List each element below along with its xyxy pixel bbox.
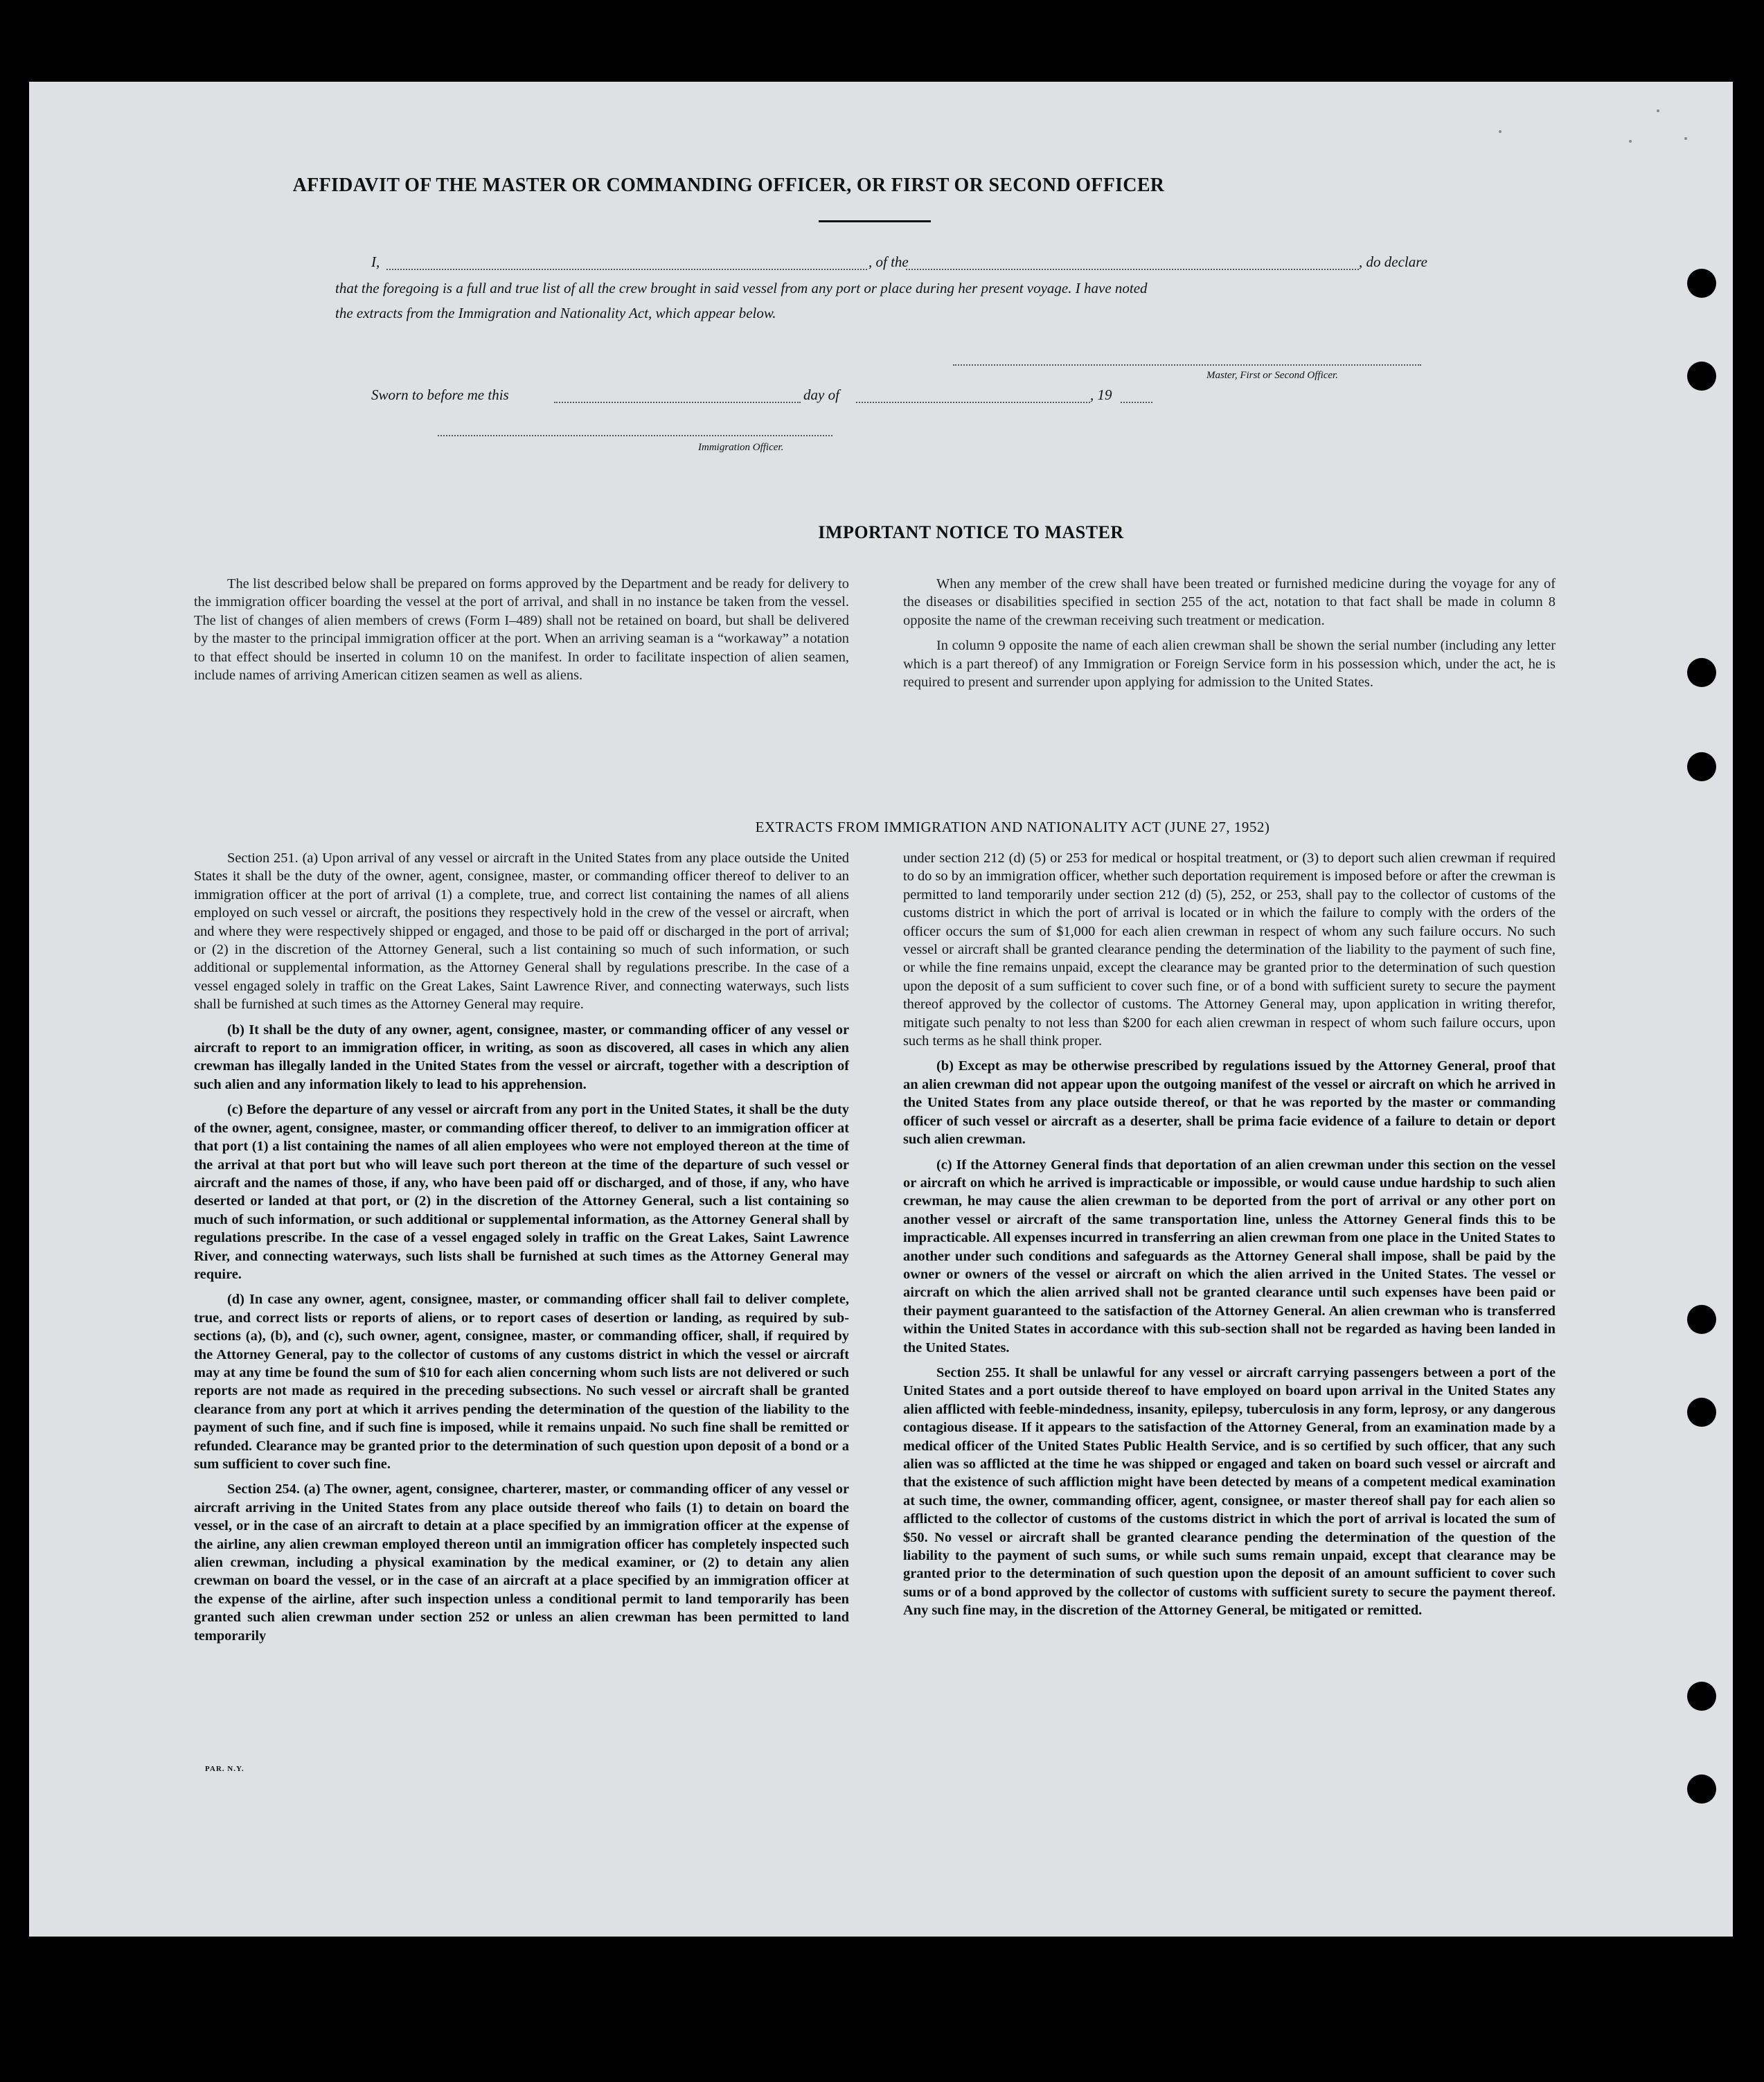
- extracts-right-column: [903, 849, 1556, 1620]
- affidavit-statement-line-1: that the foregoing is a full and true list of all the crew brought in said vessel from any port or place during her present voyage. I have noted: [335, 280, 1148, 296]
- affidavit-statement-line-2: the extracts from the Immigration and Nationality Act, which appear below.: [335, 305, 776, 321]
- section-255: Section 255. It shall be unlawful for any vessel or aircraft carrying passengers between a port of the United States and a port outside thereof to have employed on board upon arrival in the United States any alien afflicted with feeble-mindedness, insanity, epilepsy, tuberculosis in any form, leprosy, or any dangerous contagious disease. If it appears to the satisfaction of the Attorney General, from an examination made by a medical officer of the United States Public Health Service, and is so certified by such officer, that any such alien was so afflicted at the time he was shipped or engaged and taken on board such vessel or aircraft and that the existence of such affliction might have been detected by means of a competent medical examination at such time, the owner, commanding officer, agent, consignee, or master thereof shall pay for each alien so afflicted to the collector of customs of the customs district in which the port of arrival is located the sum of $50. No vessel or aircraft shall be granted clearance pending the determination of the question of the liability to the payment of such sums, or while such sums remain unpaid, except that clearance may be granted prior to the determination of such question upon the deposit of an amount sufficient to cover such sums or of a bond approved by the collector of customs with sufficient surety to secure the payment thereof. Any such fine may, in the discretion of the Attorney General, be mitigated or remitted.: [903, 1364, 1556, 1619]
- declarant-name-field[interactable]: [386, 269, 867, 270]
- day-of-label: day of: [803, 386, 839, 403]
- section-251-b: (b) It shall be the duty of any owner, agent, consignee, master, or commanding officer of any vessel or aircraft to report to an immigration officer, in writing, as soon as discovered, all cases in which any alien crewman has illegally landed in the United States from the vessel or aircraft, together with a description of such alien and any information likely to lead to his apprehension.: [194, 1022, 849, 1092]
- paper-speck: [1499, 130, 1502, 133]
- punch-hole: [1687, 658, 1716, 687]
- notice-title: IMPORTANT NOTICE TO MASTER: [818, 522, 1124, 542]
- document-page: [29, 82, 1733, 1937]
- notice-left-column: [194, 575, 849, 684]
- section-251-d: (d) In case any owner, agent, consignee, master, or commanding officer shall fail to deliver complete, true, and correct lists or reports of aliens, or to report cases of desertion or landing, as required by sub-sections (a), (b), and (c), such owner, agent, consignee, master, or commanding officer, shall, if required by the Attorney General, pay to the collector of customs of any customs district in which the vessel or aircraft may at any time be found the sum of $10 for each alien concerning whom such lists are not delivered or such reports are not made as required in the preceding subsections. No such vessel or aircraft shall be granted clearance from any port at which it arrives pending the determination of the question of the liability to the payment of such fine, and if such fine is imposed, while it remains unpaid. No such fine shall be remitted or refunded. Clearance may be granted prior to the determination of such question upon deposit of a bond or a sum sufficient to cover such fine.: [194, 1292, 849, 1472]
- sworn-day-field[interactable]: [554, 402, 801, 403]
- declarant-label: I,: [371, 253, 380, 270]
- notice-right-column: [903, 575, 1556, 691]
- punch-hole: [1687, 1305, 1716, 1334]
- punch-hole: [1687, 752, 1716, 781]
- master-signature-line[interactable]: [953, 364, 1421, 366]
- of-the-label: , of the: [868, 253, 909, 270]
- section-251-c: (c) Before the departure of any vessel or aircraft from any port in the United States, it shall be the duty of the owner, agent, consignee, master, or commanding officer thereof, to deliver to an immigration officer at that port (1) a list containing the names of all alien employees who were not employed thereon at the time of the arrival at that port but who will leave such port thereon at the time of the departure of such vessel or aircraft and the names of those, if any, who have been paid off or discharged, and of those, if any, who have deserted or landed at that port, or (2) in the discretion of the Attorney General, such a list containing so much of such information, or such additional or supplemental information, as the Attorney General shall by regulations prescribe. In the case of a vessel engaged solely in traffic on the Great Lakes, Saint Lawrence River, and connecting waterways, such lists shall be furnished at such times as the Attorney General may require.: [194, 1102, 849, 1282]
- sworn-label: Sworn to before me this: [371, 386, 509, 403]
- sworn-month-field[interactable]: [856, 402, 1090, 403]
- title-underline: [819, 220, 931, 222]
- year-prefix-label: , 19: [1090, 386, 1112, 403]
- punch-hole: [1687, 1398, 1716, 1427]
- extracts-heading: EXTRACTS FROM IMMIGRATION AND NATIONALITY ACT (JUNE 27, 1952): [755, 819, 1270, 835]
- master-signature-caption: Master, First or Second Officer.: [1206, 370, 1338, 381]
- punch-hole: [1687, 362, 1716, 391]
- affidavit-title: AFFIDAVIT OF THE MASTER OR COMMANDING OFFICER, OR FIRST OR SECOND OFFICER: [292, 175, 1165, 196]
- notice-right-paragraph-2: In column 9 opposite the name of each alien crewman shall be shown the serial number (including any letter which is a part thereof) of any Immigration or Foreign Service form in his possession which, under the act, he is required to present and surrender upon applying for admission to the United States.: [903, 638, 1556, 691]
- extracts-left-column: [194, 849, 849, 1645]
- paper-speck: [1684, 137, 1687, 140]
- notice-right-paragraph-1: When any member of the crew shall have been treated or furnished medicine during the voyage for any of the diseases or disabilities specified in section 255 of the act, notation to that fact shall be made in column 8 opposite the name of the crewman receiving such treatment or medication.: [903, 576, 1556, 628]
- section-254-b: (b) Except as may be otherwise prescribed by regulations issued by the Attorney General, proof that an alien crewman did not appear upon the outgoing manifest of the vessel or aircraft on which he arrived in the United States from any place outside thereof, or that he was reported by the master or commanding officer of such vessel or aircraft as a deserter, shall be prima facie evidence of a failure to detain or deport such alien crewman.: [903, 1058, 1556, 1148]
- section-254-c: (c) If the Attorney General finds that deportation of an alien crewman under this section on the vessel or aircraft on which he arrived is impracticable or impossible, or would cause undue hardship to such alien crewman, he may cause the alien crewman to be deported from the port of arrival or any other port on another vessel or aircraft of the same transportation line, unless the Attorney General finds this to be impracticable. All expenses incurred in transferring an alien crewman from one place in the United States to another under such conditions and safeguards as the Attorney General shall impose, shall be paid by the owner or owners of the vessel or aircraft on which the alien arrived in the United States. The vessel or aircraft on which the alien arrived shall not be granted clearance until such expenses have been paid or their payment guaranteed to the satisfaction of the Attorney General. An alien crewman who is transferred within the United States in accordance with this sub-section shall not be regarded as having been landed in the United States.: [903, 1157, 1556, 1355]
- notice-left-paragraph: The list described below shall be prepared on forms approved by the Department and be ready for delivery to the immigration officer boarding the vessel at the port of arrival, and shall in no instance be taken from the vessel. The list of changes of alien members of crews (Form I–489) shall not be retained on board, but shall be delivered by the master to the principal immigration officer at the port. When an arriving seaman is a “workaway” a notation to that effect should be inserted in column 10 on the manifest. In order to facilitate inspection of alien seamen, include names of arriving American citizen seamen as well as aliens.: [194, 576, 849, 684]
- vessel-name-field[interactable]: [906, 269, 1359, 270]
- punch-hole: [1687, 269, 1716, 298]
- do-declare-label: , do declare: [1359, 253, 1427, 270]
- paper-speck: [1629, 140, 1632, 143]
- officer-signature-line[interactable]: [438, 435, 832, 436]
- officer-signature-caption: Immigration Officer.: [698, 442, 784, 453]
- section-251-a: Section 251. (a) Upon arrival of any vessel or aircraft in the United States from any place outside the United States it shall be the duty of the owner, agent, consignee, master, or commanding officer thereof to deliver to an immigration officer at the port of arrival (1) a complete, true, and correct list containing the names of all aliens employed on such vessel or aircraft, the positions they respectively hold in the crew of the vessel or aircraft, when and where they were respectively shipped or engaged, and those to be paid off or discharged in the port of arrival; or (2) in the discretion of the Attorney General, such a list containing so much of such information, or such additional or supplemental information, as the Attorney General shall by regulations prescribe. In the case of a vessel engaged solely in traffic on the Great Lakes, Saint Lawrence River, and connecting waterways, such lists shall be furnished at such times as the Attorney General may require.: [194, 851, 849, 1013]
- section-254-a: Section 254. (a) The owner, agent, consignee, charterer, master, or commanding officer of any vessel or aircraft arriving in the United States from any place outside thereof who fails (1) to detain on board the vessel, or in the case of an aircraft to detain at a place specified by an immigration officer at the expense of the airline, any alien crewman employed thereon until an immigration officer has completely inspected such alien crewman, including a physical examination by the medical examiner, or (2) to detain any alien crewman on board the vessel, or in the case of an aircraft at a place specified by an immigration officer at the expense of the airline, after such inspection unless a conditional permit to land temporarily has been granted such alien crewman under section 252 or unless an alien crewman has been permitted to land temporarily: [194, 1482, 849, 1644]
- section-254-a-continued: under section 212 (d) (5) or 253 for medical or hospital treatment, or (3) to deport such alien crewman if required to do so by an immigration officer, whether such deportation requirement is imposed before or after the crewman is permitted to land temporarily under section 212 (d) (5), 252, or 253, shall pay to the collector of customs of the customs district in which the port of arrival is located or in which the failure to comply with the orders of the officer occurs the sum of $1,000 for each alien crewman in respect of whom any such failure occurs. No such vessel or aircraft shall be granted clearance pending the determination of the liability to the payment of such fine, or while the fine remains unpaid, except the clearance may be granted prior to the determination of such question upon the deposit of a sum sufficient to cover such fine, or of a bond with sufficient surety to secure the payment thereof approved by the collector of customs. The Attorney General may, upon application in writing therefor, mitigate such penalty to not less than $200 for each alien crewman in respect of whom such failure occurs, upon such terms as he shall think proper.: [903, 851, 1556, 1049]
- punch-hole: [1687, 1682, 1716, 1711]
- paper-speck: [1657, 109, 1659, 112]
- printer-mark: PAR. N.Y.: [205, 1765, 244, 1773]
- punch-hole: [1687, 1774, 1716, 1804]
- sworn-year-field[interactable]: [1121, 402, 1152, 403]
